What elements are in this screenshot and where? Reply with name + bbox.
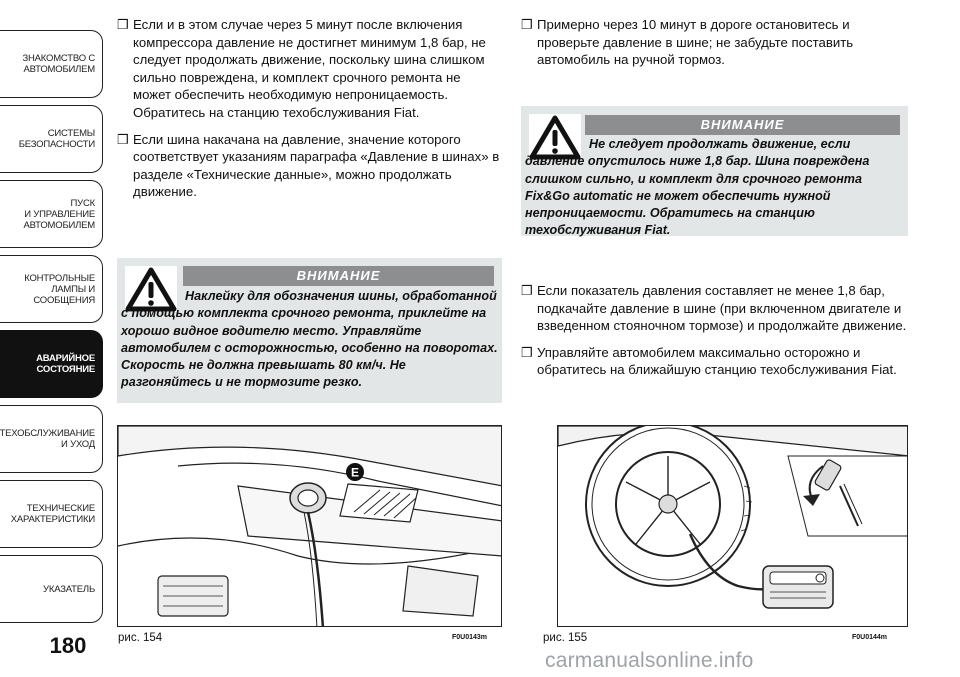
checkbox-bullet-icon: ❒ xyxy=(521,283,533,298)
warning-text: Наклейку для обозначения шины, обработанной с помощью комплекта срочного ремонта, приклейте на хорошо видное водителю место. Управляйте автомобилем с осторожностью, особенно на поворотах. Скорость не должна превышать 80 км/ч. Не разгоняйтесь и не тормозите резко. xyxy=(121,289,498,390)
figure-154 xyxy=(117,425,502,627)
right-column-top xyxy=(521,16,911,78)
warning-box-left xyxy=(117,258,502,403)
tab-label-line: КОНТРОЛЬНЫЕ xyxy=(24,272,95,284)
warning-header: ВНИМАНИЕ xyxy=(585,115,900,135)
tab-label-line: СООБЩЕНИЯ xyxy=(33,294,95,306)
tab-label-line: АВТОМОБИЛЕМ xyxy=(23,64,95,75)
figure-caption: рис. 155 xyxy=(543,632,588,644)
tab-tehnicheskie-harakteristiki[interactable] xyxy=(0,480,103,548)
tab-pusk[interactable] xyxy=(0,180,103,248)
bullet-text: Если шина накачана на давление, значение которого соответствует указаниям параграфа «Давление в шинах» в разделе «Технические данные», можно продолжать движение. xyxy=(133,131,500,200)
tab-label-line: ТЕХНИЧЕСКИЕ xyxy=(26,503,95,514)
checkbox-bullet-icon: ❒ xyxy=(117,131,129,147)
tab-label-line: ТЕХОБСЛУЖИВАНИЕ xyxy=(0,428,95,439)
tab-label-line: И УПРАВЛЕНИЕ xyxy=(24,208,95,220)
checkbox-bullet-icon: ❒ xyxy=(521,344,533,360)
tab-znakomstvo[interactable] xyxy=(0,30,103,98)
tire-compressor-illustration xyxy=(558,426,908,627)
tab-label-line: АВТОМОБИЛЕМ xyxy=(23,219,95,231)
bullet-text: Если и в этом случае через 5 минут после включения компрессора давление не достигнет минимум 1,8 бар, не следует продолжать движение, поскольку шина слишком сильно повреждена, и комплект срочного ремонта не может обеспечить необходимую непроницаемость. Обратитесь на станцию техобслуживания Fiat. xyxy=(133,17,486,120)
tab-label-line: И УХОД xyxy=(61,439,95,450)
tab-label-line: СИСТЕМЫ xyxy=(47,128,95,139)
figure-marker: E xyxy=(350,465,360,480)
tab-label-line: ПУСК xyxy=(70,197,95,209)
tab-label-line: БЕЗОПАСНОСТИ xyxy=(18,139,95,150)
tab-label-line: ЗНАКОМСТВО С xyxy=(22,53,95,64)
tab-label-line: АВАРИЙНОЕ xyxy=(36,353,95,364)
right-column-bottom xyxy=(521,282,911,388)
list-item xyxy=(117,16,502,122)
tab-label-line: ХАРАКТЕРИСТИКИ xyxy=(10,514,95,525)
list-item xyxy=(521,16,911,69)
warning-text: Не следует продолжать движение, если давление опустилось ниже 1,8 бар. Шина повреждена слишком сильно, и комплект для срочного ремонта Fix&Go automatic не может обеспечить нужной непроницаемости. Обратитесь на станцию техобслуживания Fiat. xyxy=(525,137,870,238)
warning-box-right xyxy=(521,106,908,236)
checkbox-bullet-icon: ❒ xyxy=(521,17,533,32)
list-item xyxy=(117,131,502,201)
tab-label-line: ЛАМПЫ И xyxy=(51,283,95,295)
list-item xyxy=(521,344,911,379)
tab-label-line: УКАЗАТЕЛЬ xyxy=(43,583,95,595)
tab-avariynoe-sostoyanie[interactable] xyxy=(0,330,103,398)
tab-label-line: СОСТОЯНИЕ xyxy=(36,364,95,375)
watermark: carmanualsonline.info xyxy=(545,649,754,672)
tab-ukazatel[interactable] xyxy=(0,555,103,623)
checkbox-bullet-icon: ❒ xyxy=(117,17,129,32)
warning-header: ВНИМАНИЕ xyxy=(183,266,494,286)
bullet-text: Управляйте автомобилем максимально осторожно и обратитесь на ближайшую станцию техобслуживания Fiat. xyxy=(537,344,897,378)
figure-caption: рис. 154 xyxy=(118,632,163,644)
page-number: 180 xyxy=(49,633,87,658)
bullet-text: Если показатель давления составляет не менее 1,8 бар, подкачайте давление в шине (при включенном двигателе и взведенном стояночном тормозе) и продолжайте движение. xyxy=(537,283,907,334)
figure-code: F0U0143m xyxy=(452,634,488,641)
bullet-text: Примерно через 10 минут в дороге остановитесь и проверьте давление в шине; не забудьте поставить автомобиль на ручной тормоз. xyxy=(537,17,854,68)
tab-kontrolnye-lampy[interactable] xyxy=(0,255,103,323)
tab-tehobsluzhivanie[interactable] xyxy=(0,405,103,473)
tire-sticker-illustration xyxy=(118,426,502,627)
figure-155 xyxy=(557,425,908,627)
figure-code: F0U0144m xyxy=(852,634,888,641)
left-column xyxy=(117,16,502,210)
tab-sistemy-bezopasnosti[interactable] xyxy=(0,105,103,173)
list-item xyxy=(521,282,911,335)
